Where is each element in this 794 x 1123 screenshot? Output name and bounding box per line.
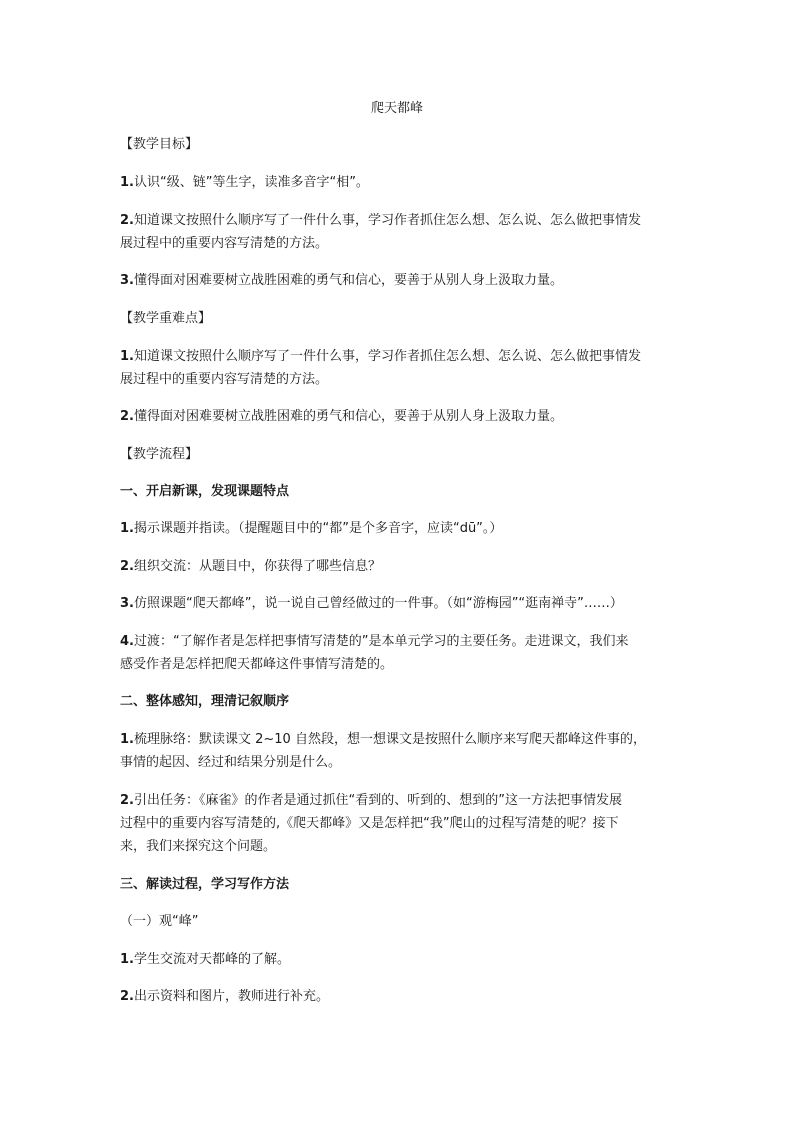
p2-1-text-1: 梳理脉络：默读课文 2~10 自然段，想一想课文是按照什么顺序来写爬天都峰这件事的， <box>133 732 646 747</box>
goals-heading: 【教学目标】 <box>120 137 199 152</box>
p3-1-number: 1. <box>120 952 134 967</box>
p1-2 <box>120 556 680 578</box>
key-1-line2: 展过程中的重要内容写清楚的方法。 <box>120 372 329 387</box>
goal-1 <box>120 172 680 194</box>
p1-1-text: 揭示课题并指读。（提醒题目中的“都”是个多音字，应读“dū”。） <box>133 521 503 536</box>
key-2-text: 懂得面对困难要树立战胜困难的勇气和信心，要善于从别人身上汲取力量。 <box>133 409 563 424</box>
part2-heading: 二、整体感知，理清记叙顺序 <box>120 694 290 709</box>
p1-4-number: 4. <box>120 634 134 649</box>
p1-4-line2: 感受作者是怎样把爬天都峰这件事情写清楚的。 <box>120 657 394 672</box>
p1-2-text: 组织交流：从题目中，你获得了哪些信息？ <box>133 559 381 574</box>
p1-3 <box>120 593 680 615</box>
flow-heading: 【教学流程】 <box>120 447 199 462</box>
goal-2-line2: 展过程中的重要内容写清楚的方法。 <box>120 236 329 251</box>
document-title: 爬天都峰 <box>370 101 423 116</box>
p1-4-line1 <box>120 631 680 653</box>
p1-2-number: 2. <box>120 559 134 574</box>
goal-1-text: 认识“级、链”等生字，读准多音字“相”。 <box>133 175 369 190</box>
part3-heading: 三、解读过程，学习写作方法 <box>120 877 290 892</box>
p1-1 <box>120 518 680 540</box>
p3-2-text: 出示资料和图片，教师进行补充。 <box>133 989 329 1004</box>
p3-1 <box>120 949 680 971</box>
key-2-number: 2. <box>120 409 134 424</box>
p3-1-text: 学生交流对天都峰的了解。 <box>133 952 290 967</box>
p1-3-number: 3. <box>120 596 134 611</box>
goal-2-number: 2. <box>120 213 134 228</box>
goal-3-text: 懂得面对困难要树立战胜困难的勇气和信心，要善于从别人身上汲取力量。 <box>133 273 563 288</box>
key-heading: 【教学重难点】 <box>120 311 212 326</box>
key-1-number: 1. <box>120 349 134 364</box>
p2-2-line3: 来，我们来探究这个问题。 <box>120 839 277 854</box>
p2-1-line1 <box>120 729 680 751</box>
key-1-line1 <box>120 346 680 368</box>
p2-2-text-1: 引出任务：《麻雀》的作者是通过抓住“看到的、听到的、想到的”这一方法把事情发展 <box>133 793 622 808</box>
goal-2-text-1: 知道课文按照什么顺序写了一件什么事，学习作者抓住怎么想、怎么说、怎么做把事情发 <box>133 213 641 228</box>
key-1-text-1: 知道课文按照什么顺序写了一件什么事，学习作者抓住怎么想、怎么说、怎么做把事情发 <box>133 349 641 364</box>
p1-3-text: 仿照课题“爬天都峰”，说一说自己曾经做过的一件事。（如“游梅园”“逛南禅寺”……） <box>133 596 623 611</box>
p3-2 <box>120 986 680 1008</box>
p2-1-line2: 事情的起因、经过和结果分别是什么。 <box>120 755 342 770</box>
p1-1-number: 1. <box>120 521 134 536</box>
p1-4-text-1: 过渡：“了解作者是怎样把事情写清楚的”是本单元学习的主要任务。走进课文，我们来 <box>133 634 629 649</box>
goal-1-number: 1. <box>120 175 134 190</box>
p2-1-number: 1. <box>120 732 134 747</box>
p2-2-number: 2. <box>120 793 134 808</box>
key-2 <box>120 406 680 428</box>
p3-2-number: 2. <box>120 989 134 1004</box>
subsection-1: （一）观“峰” <box>120 914 199 929</box>
p2-2-line1 <box>120 790 680 812</box>
p2-2-line2: 过程中的重要内容写清楚的,《爬天都峰》又是怎样把“我”爬山的过程写清楚的呢？接下 <box>120 816 619 831</box>
goal-3 <box>120 270 680 292</box>
goal-2-line1 <box>120 210 680 232</box>
goal-3-number: 3. <box>120 273 134 288</box>
part1-heading: 一、开启新课，发现课题特点 <box>120 484 290 499</box>
